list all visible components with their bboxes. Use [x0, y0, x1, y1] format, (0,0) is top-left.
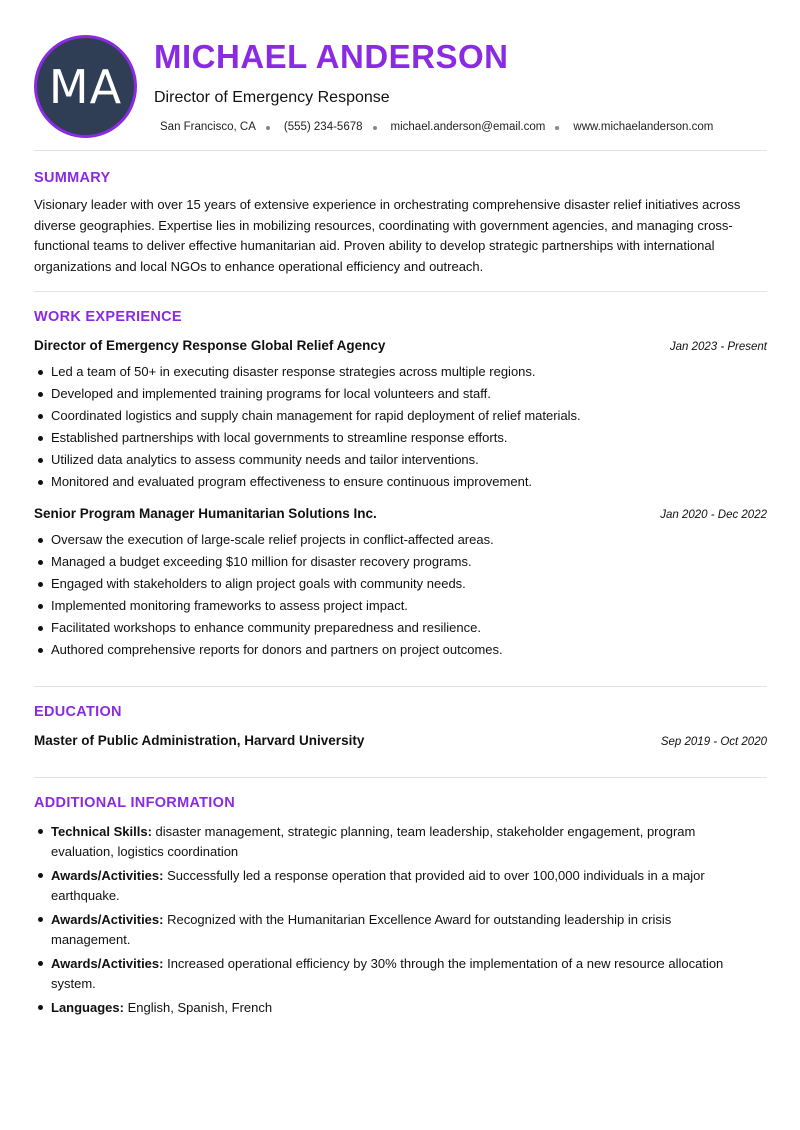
list-item: Managed a budget exceeding $10 million for disaster recovery programs.	[34, 551, 767, 573]
contact-phone[interactable]: (555) 234-5678	[283, 121, 363, 133]
additional-heading: ADDITIONAL INFORMATION	[34, 795, 235, 811]
job-bullets	[34, 361, 767, 493]
list-item: Developed and implemented training programs for local volunteers and staff.	[34, 383, 767, 405]
item-text: disaster management, strategic planning, team leadership, stakeholder engagement, program evaluation, logistics coordination	[51, 824, 696, 859]
job-role: Senior Program Manager Humanitarian Solutions Inc.	[34, 506, 377, 521]
item-text: English, Spanish, French	[123, 1000, 273, 1015]
divider	[34, 686, 767, 687]
list-item: Oversaw the execution of large-scale relief projects in conflict-affected areas.	[34, 529, 767, 551]
list-item: Facilitated workshops to enhance community preparedness and resilience.	[34, 617, 767, 639]
item-label: Technical Skills:	[51, 824, 152, 839]
separator-dot	[266, 126, 270, 130]
divider	[34, 150, 767, 151]
list-item: Coordinated logistics and supply chain management for rapid deployment of relief materials.	[34, 405, 767, 427]
item-label: Awards/Activities:	[51, 912, 164, 927]
list-item	[34, 822, 734, 861]
list-item: Implemented monitoring frameworks to assess project impact.	[34, 595, 767, 617]
job-dates: Jan 2020 - Dec 2022	[660, 509, 767, 521]
additional-list	[34, 822, 734, 1023]
list-item	[34, 998, 734, 1018]
contact-email[interactable]: michael.anderson@email.com	[390, 121, 546, 133]
item-text: Successfully led a response operation that provided aid to over 100,000 individuals in a major earthquake.	[51, 868, 705, 903]
education-heading: EDUCATION	[34, 704, 122, 720]
list-item: Utilized data analytics to assess community needs and tailor interventions.	[34, 449, 767, 471]
item-label: Awards/Activities:	[51, 868, 164, 883]
contact-location: San Francisco, CA	[160, 121, 256, 133]
candidate-name: MICHAEL ANDERSON	[154, 38, 509, 75]
job-bullets	[34, 529, 767, 661]
separator-dot	[555, 126, 559, 130]
divider	[34, 291, 767, 292]
list-item	[34, 910, 734, 949]
contact-row	[160, 121, 713, 133]
item-label: Awards/Activities:	[51, 956, 164, 971]
separator-dot	[373, 126, 377, 130]
job-header	[34, 506, 767, 521]
list-item: Engaged with stakeholders to align project goals with community needs.	[34, 573, 767, 595]
list-item: Led a team of 50+ in executing disaster response strategies across multiple regions.	[34, 361, 767, 383]
education-row	[34, 733, 767, 748]
experience-heading: WORK EXPERIENCE	[34, 309, 182, 325]
list-item: Authored comprehensive reports for donors and partners on project outcomes.	[34, 639, 767, 661]
list-item	[34, 954, 734, 993]
divider	[34, 777, 767, 778]
summary-text: Visionary leader with over 15 years of extensive experience in orchestrating comprehensive disaster relief initiatives across diverse geographies. Expertise lies in mobilizing resources, coordinating with government agencies, and managing cross-functional teams to deliver effective humanitarian aid. Proven ability to develop strategic partnerships with international organizations and local NGOs to enhance operational efficiency and outreach.	[34, 197, 741, 274]
job-role: Director of Emergency Response Global Relief Agency	[34, 338, 386, 353]
avatar	[34, 35, 137, 138]
list-item	[34, 866, 734, 905]
summary-heading: SUMMARY	[34, 170, 111, 186]
list-item: Established partnerships with local governments to streamline response efforts.	[34, 427, 767, 449]
education-dates: Sep 2019 - Oct 2020	[660, 736, 767, 748]
job-dates: Jan 2023 - Present	[669, 341, 767, 353]
item-text: Recognized with the Humanitarian Excellence Award for outstanding leadership in crisis management.	[51, 912, 672, 947]
avatar-initials: MA	[48, 59, 123, 114]
candidate-title: Director of Emergency Response	[154, 89, 390, 106]
education-degree: Master of Public Administration, Harvard University	[34, 733, 365, 748]
job-header	[34, 338, 767, 353]
list-item: Monitored and evaluated program effectiveness to ensure continuous improvement.	[34, 471, 767, 493]
item-label: Languages:	[51, 1000, 124, 1015]
contact-website[interactable]: www.michaelanderson.com	[573, 121, 714, 133]
item-text: Increased operational efficiency by 30% through the implementation of a new resource allocation system.	[51, 956, 724, 991]
